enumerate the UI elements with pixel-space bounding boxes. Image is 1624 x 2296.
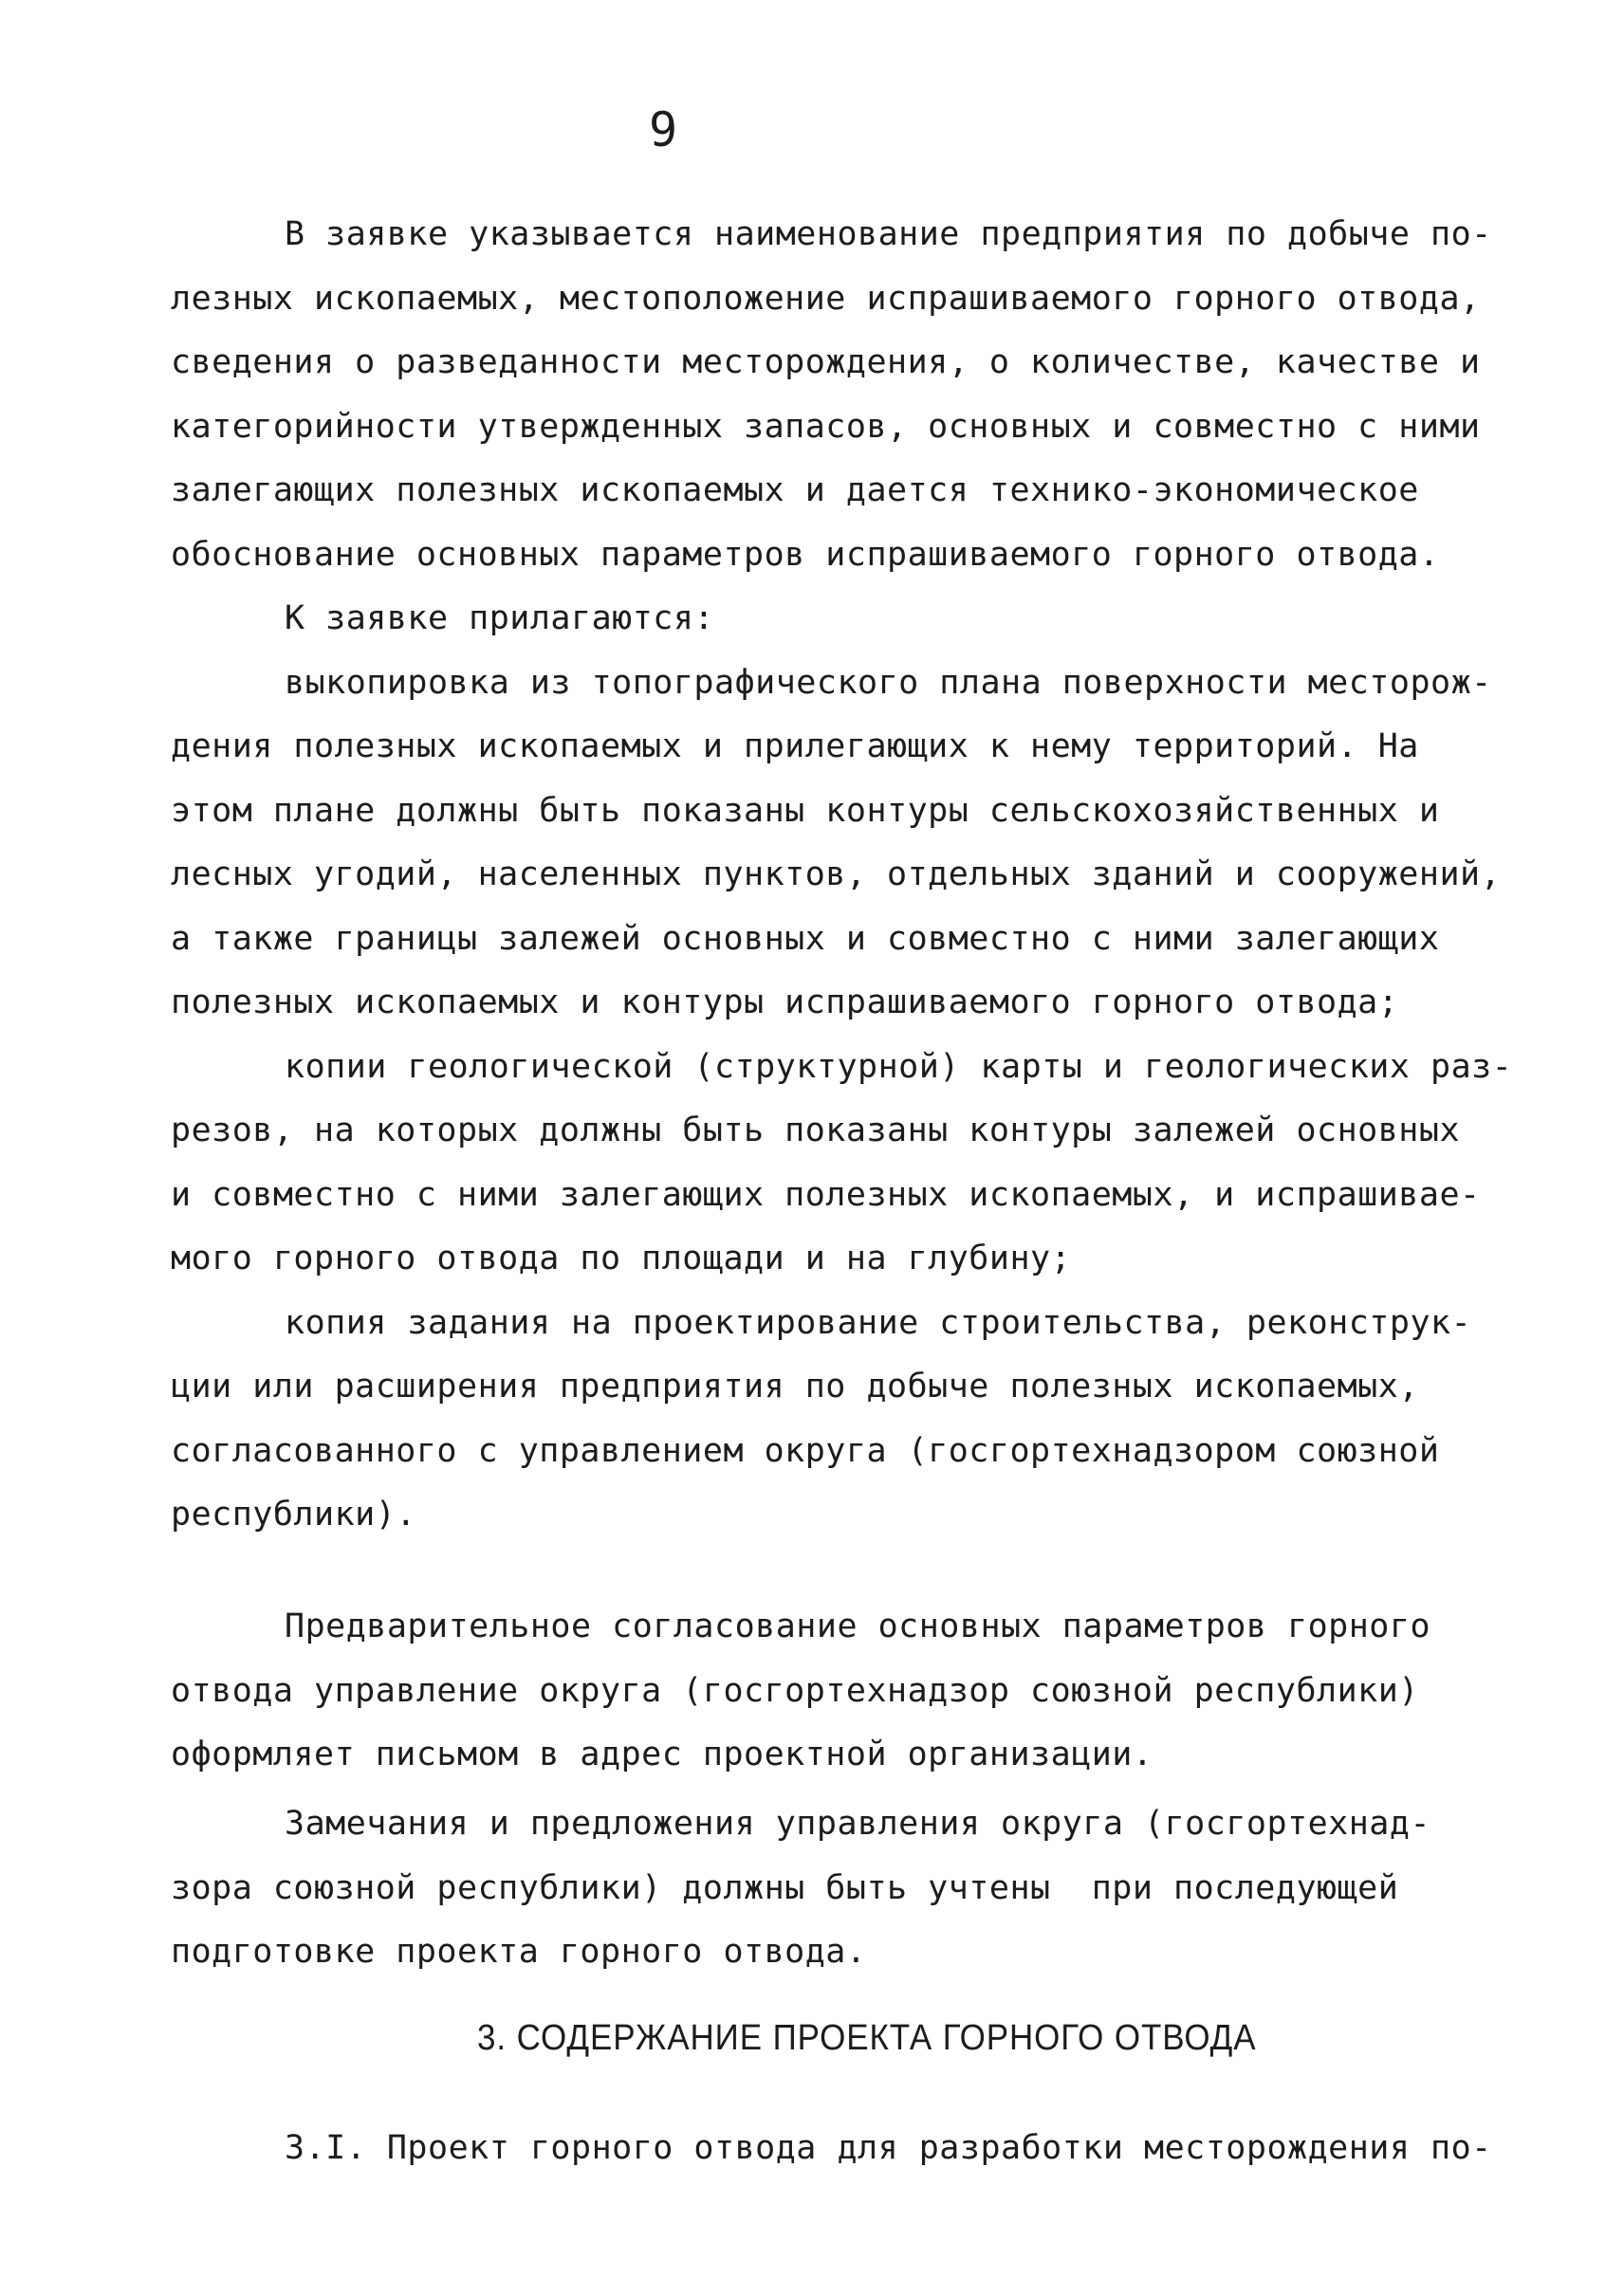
text-line: дения полезных ископаемых и прилегающих к нему территорий. На: [171, 727, 1419, 765]
text-line: ции или расширения предприятия по добыче полезных ископаемых,: [171, 1368, 1419, 1405]
text-line: 3.I. Проект горного отвода для разработки месторождения по-: [285, 2129, 1492, 2167]
text-line: зора союзной республики) должны быть учтены при последующей: [171, 1869, 1399, 1907]
text-line: категорийности утвержденных запасов, основных и совместно с ними: [171, 408, 1481, 446]
page-number: 9: [649, 102, 678, 157]
text-line: резов, на которых должны быть показаны контуры залежей основных: [171, 1111, 1461, 1149]
text-line: полезных ископаемых и контуры испрашиваемого горного отвода;: [171, 983, 1399, 1021]
text-line: сведения о разведанности месторождения, о количестве, качестве и: [171, 343, 1481, 381]
text-line: и совместно с ними залегающих полезных ископаемых, и испрашивае-: [171, 1176, 1481, 1214]
text-line: лезных ископаемых, местоположение испрашиваемого горного отвода,: [171, 280, 1481, 318]
text-line: мого горного отвода по площади и на глубину;: [171, 1240, 1072, 1277]
text-line: залегающих полезных ископаемых и дается технико-экономическое: [171, 471, 1419, 509]
text-line: К заявке прилагаются:: [285, 599, 715, 637]
text-line: республики).: [171, 1496, 416, 1534]
text-line: лесных угодий, населенных пунктов, отдельных зданий и сооружений,: [171, 855, 1502, 893]
text-line: отвода управление округа (госгортехнадзор союзной республики): [171, 1672, 1419, 1710]
section-heading: 3. СОДЕРЖАНИЕ ПРОЕКТА ГОРНОГО ОТВОДА: [477, 2018, 1257, 2058]
text-line: обоснование основных параметров испрашиваемого горного отвода.: [171, 536, 1440, 574]
text-line: этом плане должны быть показаны контуры сельскохозяйственных и: [171, 792, 1440, 830]
text-line: Замечания и предложения управления округа (госгортехнад-: [285, 1805, 1431, 1843]
text-line: копия задания на проектирование строительства, реконструк-: [285, 1304, 1472, 1342]
text-line: оформляет письмом в адрес проектной организации.: [171, 1736, 1153, 1773]
text-line: Предварительное согласование основных параметров горного: [285, 1607, 1431, 1645]
text-line: копии геологической (структурной) карты и геологических раз-: [285, 1048, 1513, 1086]
text-line: подготовке проекта горного отвода.: [171, 1933, 867, 1971]
text-line: согласованного с управлением округа (госгортехнадзором союзной: [171, 1432, 1440, 1470]
text-line: выкопировка из топографического плана поверхности месторож-: [285, 664, 1492, 702]
text-line: В заявке указывается наименование предприятия по добыче по-: [285, 215, 1492, 253]
text-line: а также границы залежей основных и совместно с ними залегающих: [171, 920, 1440, 958]
